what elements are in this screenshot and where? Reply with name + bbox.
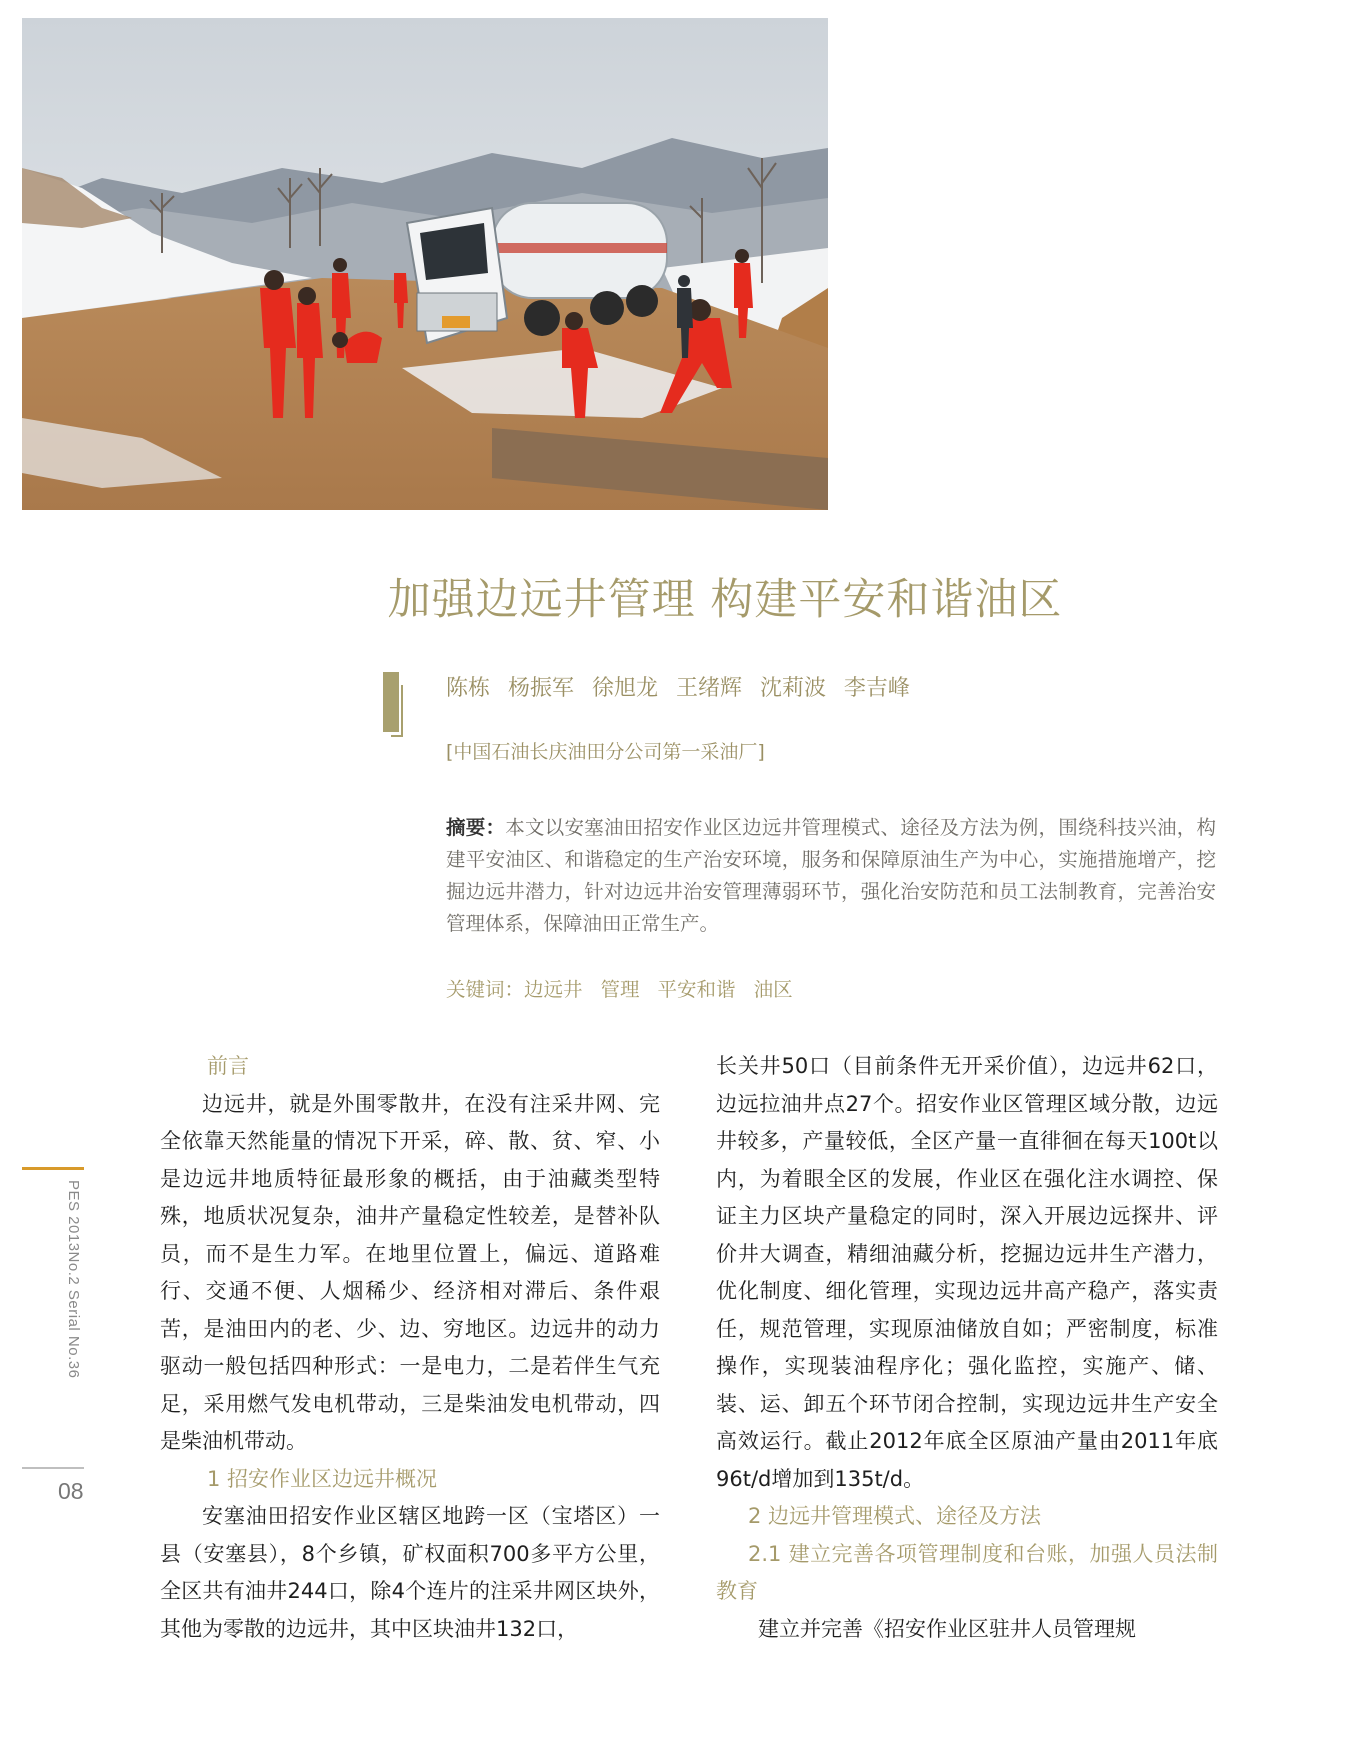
paragraph-section-2-1: 建立并完善《招安作业区驻井人员管理规 (758, 1616, 1136, 1641)
section-heading-preface: 前言 (207, 1054, 249, 1078)
section-heading-2: 2 边远井管理模式、途径及方法 (748, 1504, 1042, 1528)
paragraph-preface: 边远井，就是外围零散井，在没有注采井网、完全依靠天然能量的情况下开采，碎、散、贫、窄、小是边远井地质特征最形象的概括，由于油藏类型特殊，地质状况复杂，油井产量稳定性较差，是替补队员，而不是生力军。在地里位置上，偏远、道路难行、交通不便、人烟稀少、经济相对滞后、条件艰苦，是油田内的老、少、边、穷地区。边远井的动力驱动一般包括四种形式：一是电力，二是若伴生气充足，采用燃气发电机带动，三是柴油发电机带动，四是柴油机带动。 (160, 1091, 660, 1453)
body-column-left (160, 1048, 660, 1648)
sidebar-rule-bottom (22, 1467, 84, 1469)
keyword: 边远井 (524, 978, 583, 1001)
section-heading-1: 1 招安作业区边远井概况 (207, 1466, 438, 1491)
author-marker-outline (391, 685, 403, 737)
sidebar-rule-top (22, 1167, 84, 1170)
journal-issue-label: PES 2013No.2 Serial No.36 (65, 1180, 82, 1379)
keyword: 平安和谐 (657, 978, 736, 1001)
author-list: 陈栋 杨振军 徐旭龙 王绪辉 沈莉波 李吉峰 (446, 676, 910, 701)
page-number: 08 (58, 1478, 84, 1504)
author-affiliation: [中国石油长庆油田分公司第一采油厂] (446, 741, 765, 763)
keywords-label: 关键词： (446, 978, 525, 1001)
keyword: 管理 (600, 978, 640, 1001)
article-title: 加强边远井管理 构建平安和谐油区 (387, 575, 1063, 625)
article-photo (22, 18, 828, 510)
paragraph-section-1-continued: 长关井50口（目前条件无开采价值），边远井62口，边远拉油井点27个。招安作业区管理区域分散，边远井较多，产量较低，全区产量一直徘徊在每天100t以内，为着眼全区的发展，作业区在强化注水调控、保证主力区块产量稳定的同时，深入开展边远探井、评价井大调查，精细油藏分析，挖掘边远井生产潜力，优化制度、细化管理，实现边远井高产稳产，落实责任，规范管理，实现原油储放自如；严密制度，标准操作，实现装油程序化；强化监控，实施产、储、装、运、卸五个环节闭合控制，实现边远井生产安全高效运行。截止2012年底全区原油产量由2011年底96t/d增加到135t/d。 (716, 1054, 1218, 1491)
body-column-right (716, 1048, 1218, 1648)
abstract-label: 摘要： (446, 816, 506, 839)
keywords (446, 974, 811, 1002)
oil-truck-photo-illustration (22, 18, 828, 510)
section-heading-2-1: 2.1 建立完善各项管理制度和台账，加强人员法制教育 (716, 1541, 1218, 1603)
keyword: 油区 (753, 978, 793, 1001)
paragraph-section-1: 安塞油田招安作业区辖区地跨一区（宝塔区）一县（安塞县），8个乡镇，矿权面积700多平方公里，全区共有油井244口，除4个连片的注采井网区块外，其他为零散的边远井，其中区块油井132口， (160, 1504, 660, 1641)
abstract-text: 本文以安塞油田招安作业区边远井管理模式、途径及方法为例，围绕科技兴油，构建平安油区、和谐稳定的生产治安环境，服务和保障原油生产为中心，实施措施增产，挖掘边远井潜力，针对边远井治安管理薄弱环节，强化治安防范和员工法制教育，完善治安管理体系，保障油田正常生产。 (446, 816, 1216, 935)
abstract (446, 812, 1216, 940)
